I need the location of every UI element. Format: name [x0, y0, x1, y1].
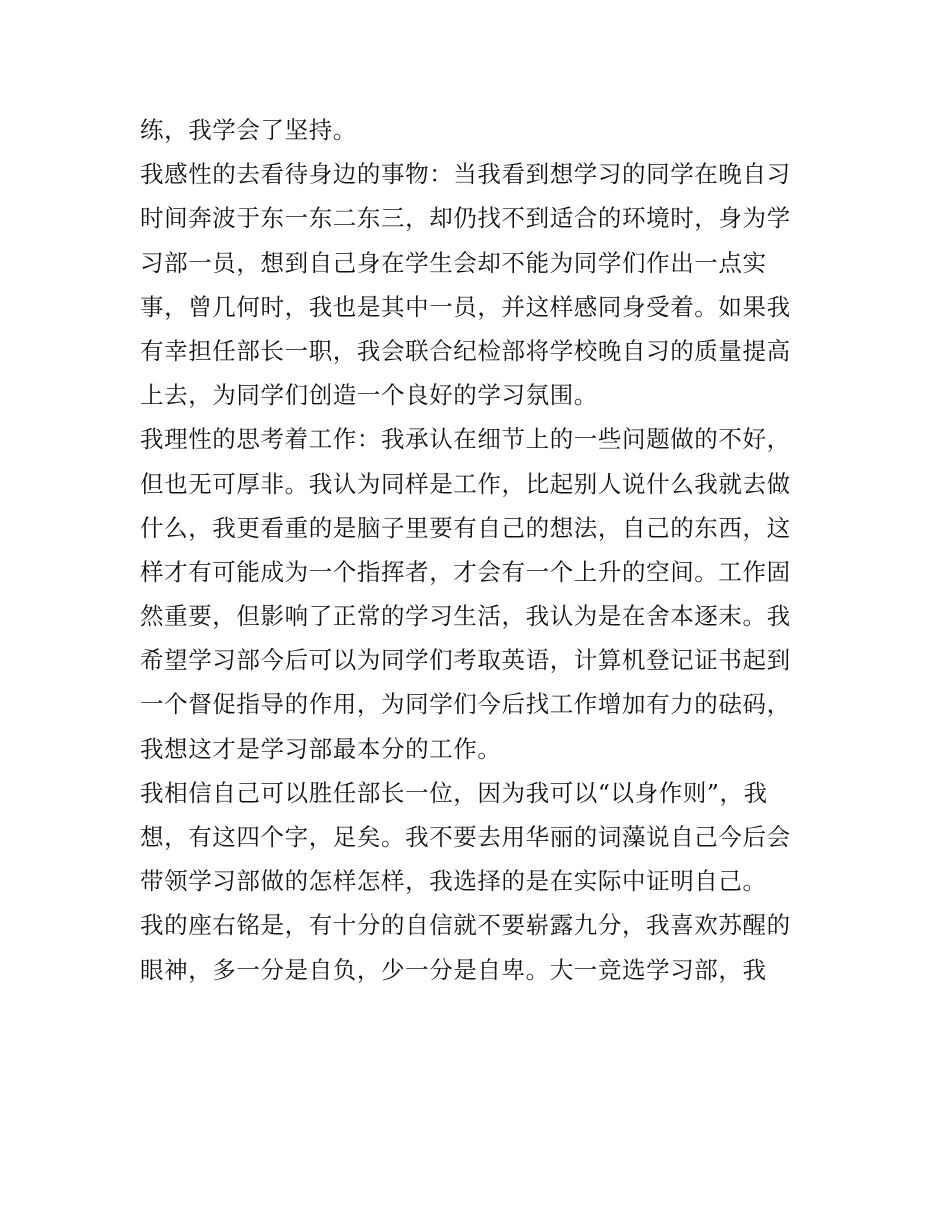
text-line: 带领学习部做的怎样怎样，我选择的是在实际中证明自己。 [140, 867, 767, 896]
text-line: 样才有可能成为一个指挥者，才会有一个上升的空间。工作固 [140, 557, 791, 586]
text-line: 我相信自己可以胜任部长一位，因为我可以“以身作则”，我 [140, 778, 768, 807]
text-line: 我感性的去看待身边的事物：当我看到想学习的同学在晚自习 [140, 160, 791, 189]
text-line: 我理性的思考着工作：我承认在细节上的一些问题做的不好， [140, 425, 791, 454]
text-line: 一个督促指导的作用，为同学们今后找工作增加有力的砝码， [140, 690, 791, 719]
text-line: 想，有这四个字，足矣。我不要去用华丽的词藻说自己今后会 [140, 823, 791, 851]
text-line: 有幸担任部长一职，我会联合纪检部将学校晚自习的质量提高 [140, 336, 791, 365]
text-line: 事，曾几何时，我也是其中一员，并这样感同身受着。如果我 [140, 292, 791, 321]
text-line: 练，我学会了坚持。 [140, 116, 357, 144]
text-line: 我的座右铭是，有十分的自信就不要崭露九分，我喜欢苏醒的 [140, 911, 791, 940]
text-line: 习部一员，想到自己身在学生会却不能为同学们作出一点实 [140, 248, 767, 277]
text-line: 上去，为同学们创造一个良好的学习氛围。 [140, 381, 598, 410]
text-line: 眼神，多一分是自负，少一分是自卑。大一竞选学习部，我 [140, 955, 767, 984]
text-line: 然重要，但影响了正常的学习生活，我认为是在舍本逐末。我 [140, 602, 791, 631]
text-line: 什么，我更看重的是脑子里要有自己的想法，自己的东西，这 [140, 513, 791, 542]
text-line: 时间奔波于东一东二东三，却仍找不到适合的环境时，身为学 [140, 204, 791, 233]
body-text [140, 108, 820, 992]
text-line: 但也无可厚非。我认为同样是工作，比起别人说什么我就去做 [140, 469, 791, 498]
text-line: 我想这才是学习部最本分的工作。 [140, 734, 502, 763]
text-line: 希望学习部今后可以为同学们考取英语，计算机登记证书起到 [140, 646, 791, 675]
